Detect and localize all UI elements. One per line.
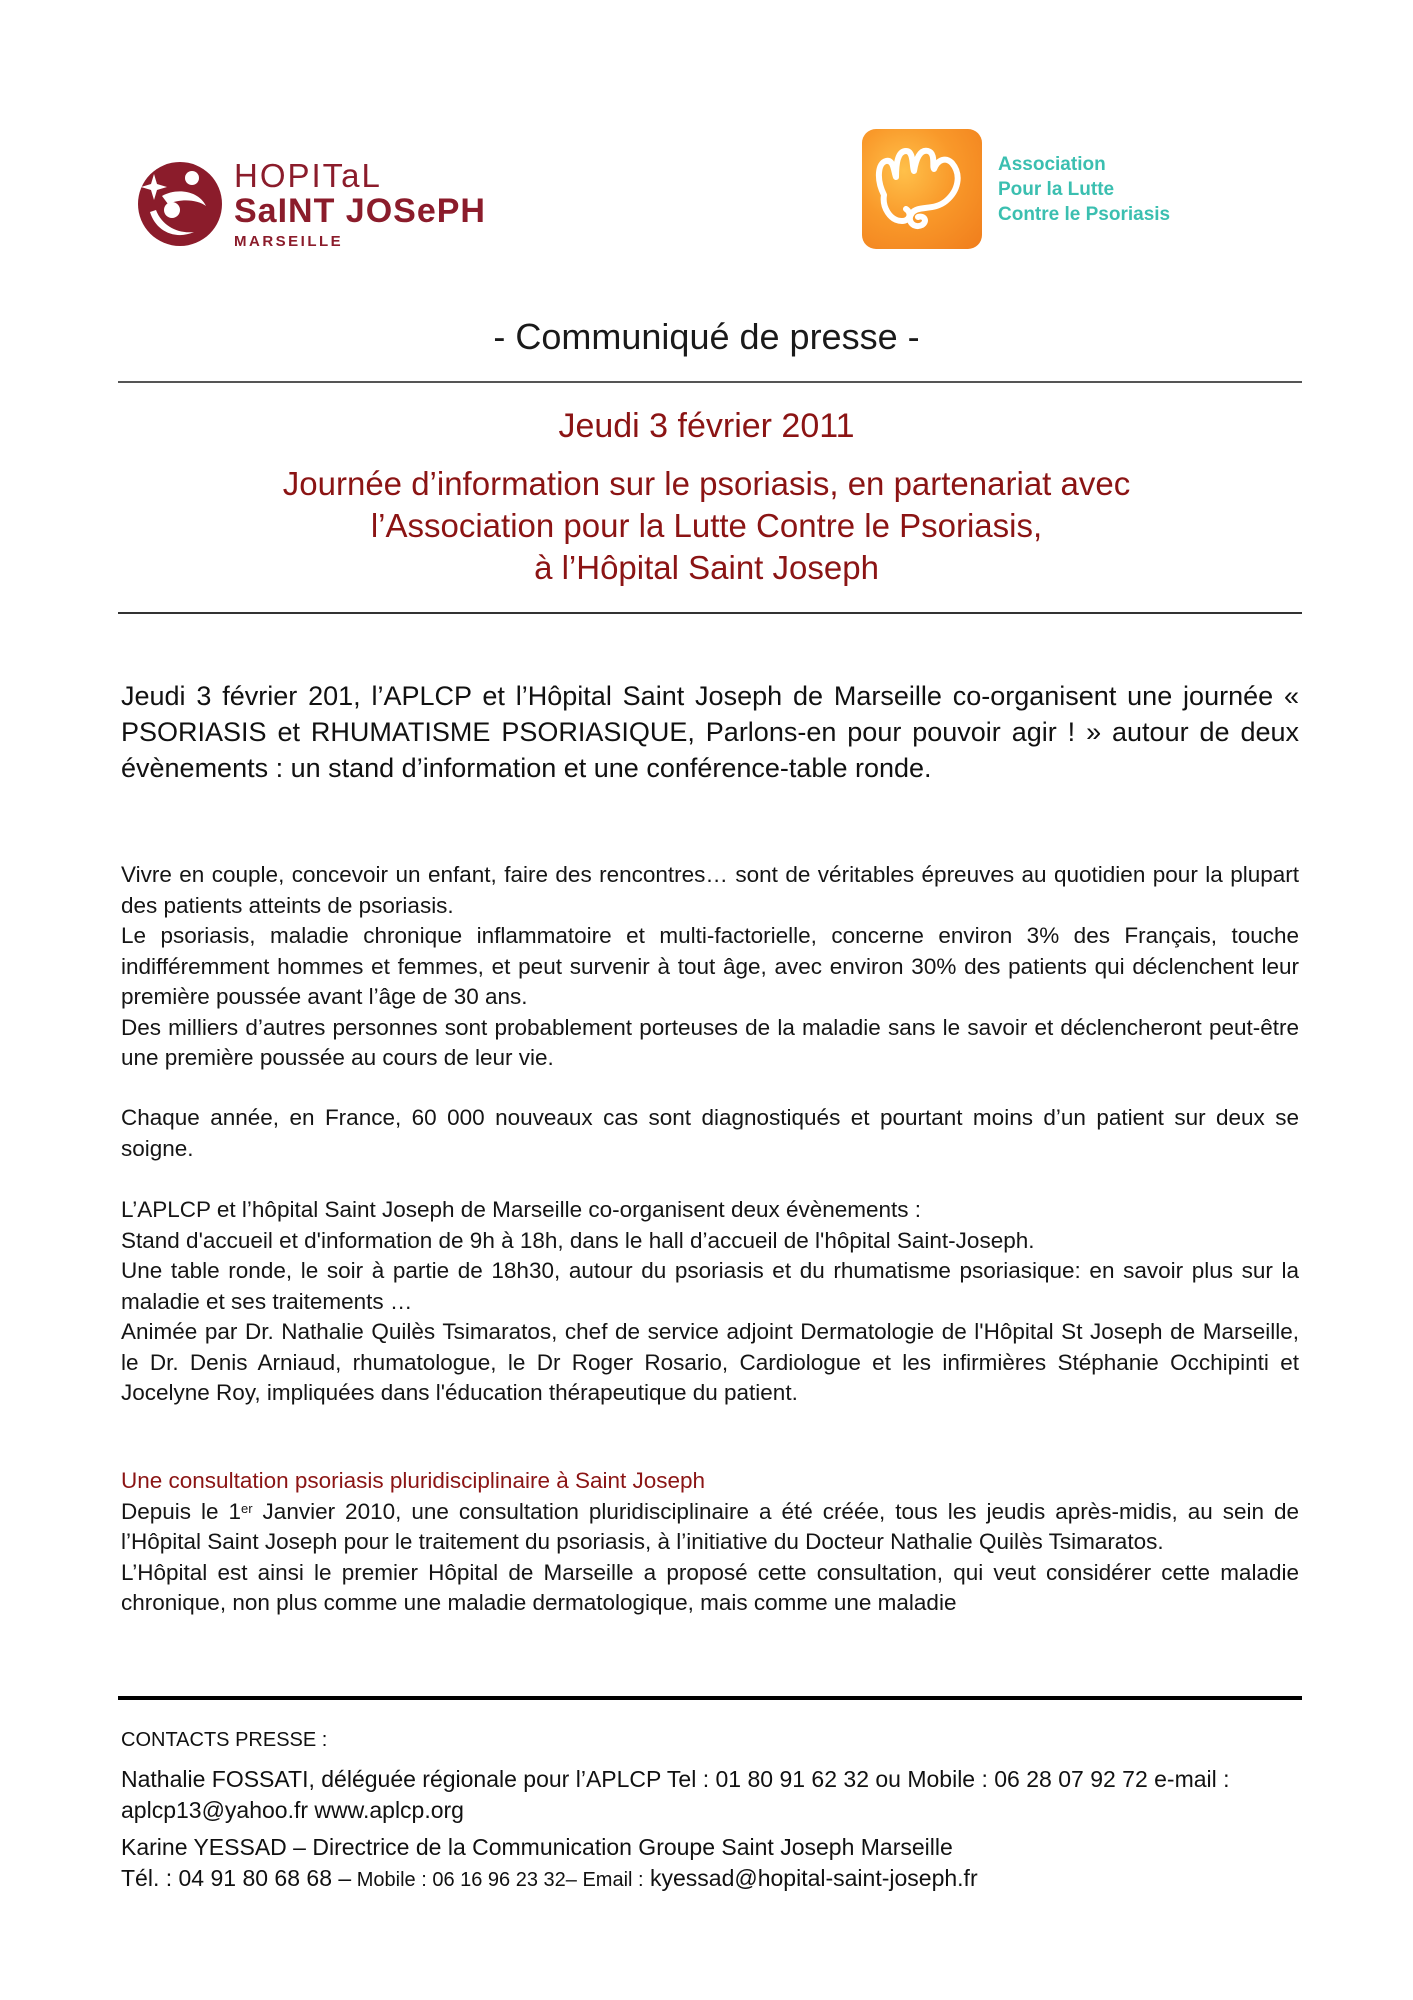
event-title-line: Journée d’information sur le psoriasis, en partenariat avec [282, 465, 1131, 502]
body-paragraph: Stand d'accueil et d'information de 9h à 18h, dans le hall d’accueil de l'hôpital Saint-Joseph. [121, 1227, 1035, 1253]
body-paragraph: Vivre en couple, concevoir un enfant, faire des rencontres… sont de véritables épreuves au quotidien pour la plupart des patients atteints de psoriasis. [121, 862, 1299, 918]
contact-email-label: Email : [576, 1869, 644, 1891]
aplcp-logo-line2: Pour la Lutte [998, 178, 1115, 200]
body-block-events [121, 1195, 1299, 1409]
superscript: er [241, 1500, 253, 1516]
text-run: Janvier 2010, une consultation pluridisciplinaire a été créée, tous les jeudis après-midis, au sein de l’Hôpital Saint Joseph pour le traitement du psoriasis, à l’initiative du Docteur Nathalie Quilès Tsimaratos. [121, 1498, 1299, 1554]
body-paragraph: Animée par Dr. Nathalie Quilès Tsimaratos, chef de service adjoint Dermatologie de l'Hôpital St Joseph de Marseille, le Dr. Denis Arniaud, rhumatologue, le Dr Roger Rosario, Cardiologue et les infirmières Stéphanie Occhipinti et Jocelyne Roy, impliquées dans l'éducation thérapeutique du patient. [121, 1319, 1299, 1405]
contact-aplcp: Nathalie FOSSATI, déléguée régionale pour l’APLCP Tel : 01 80 91 62 32 ou Mobile : 06 28 07 92 72 e-mail : aplcp13@yahoo.fr www.aplcp.org [121, 1766, 1230, 1823]
aplcp-badge [862, 129, 982, 249]
text-run: Depuis le 1 [121, 1498, 242, 1524]
body-paragraph: Le psoriasis, maladie chronique inflammatoire et multi-factorielle, concerne environ 3% des Français, touche indifféremment hommes et femmes, et peut survenir à tout âge, avec environ 30% des patients qui déclenchent leur première poussée avant l’âge de 30 ans. [121, 923, 1299, 1009]
body-paragraph: L’Hôpital est ainsi le premier Hôpital de Marseille a proposé cette consultation, qui veut considérer cette maladie chronique, non plus comme une maladie dermatologique, mais comme une maladie [121, 1559, 1299, 1615]
event-date-heading: Jeudi 3 février 2011 [558, 407, 855, 445]
hand-squiggle-icon [862, 129, 982, 249]
lead-paragraph: Jeudi 3 février 201, l’APLCP et l’Hôpital Saint Joseph de Marseille co-organisent une journée « PSORIASIS et RHUMATISME PSORIASIQUE, Parlons-en pour pouvoir agir ! » autour de deux évènements : un stand d’information et une conférence-table ronde. [121, 681, 1299, 783]
hospital-logo-line2: SaINT JOSePH [234, 192, 486, 230]
body-paragraph: Une table ronde, le soir à partie de 18h30, autour du psoriasis et du rhumatisme psoriasique: en savoir plus sur la maladie et ses traitements … [121, 1258, 1299, 1314]
hospital-emblem-icon [136, 160, 224, 248]
body-block-consultation [121, 1466, 1299, 1619]
hospital-logo-text [234, 159, 486, 249]
divider-contacts [118, 1696, 1302, 1700]
press-release-title: - Communiqué de presse - [493, 316, 920, 357]
body-paragraph: L’APLCP et l’hôpital Saint Joseph de Marseille co-organisent deux évènements : [121, 1197, 922, 1222]
body-paragraph: Des milliers d’autres personnes sont probablement porteuses de la maladie sans le savoir et déclencheront peut-être une première poussée au cours de leur vie. [121, 1014, 1299, 1070]
divider-title [118, 612, 1302, 614]
body-paragraph: Chaque année, en France, 60 000 nouveaux cas sont diagnostiqués et pourtant moins d’un patient sur deux se soigne. [121, 1105, 1299, 1161]
body-block-statistics [121, 1103, 1299, 1164]
event-title-line: à l’Hôpital Saint Joseph [534, 549, 879, 586]
hospital-logo-line1: HOPITaL [234, 157, 382, 194]
body-paragraph [121, 1497, 1299, 1558]
section-heading: Une consultation psoriasis pluridisciplinaire à Saint Joseph [121, 1468, 706, 1493]
body-block-context [121, 860, 1299, 1074]
event-title [0, 463, 1413, 589]
contact-hospital-name: Karine YESSAD – Directrice de la Communication Groupe Saint Joseph Marseille [121, 1834, 953, 1860]
press-contacts [121, 1726, 1299, 1896]
contact-email: kyessad@hopital-saint-joseph.fr [643, 1865, 978, 1891]
aplcp-logo-text [998, 152, 1170, 227]
hopital-saint-joseph-logo [136, 158, 506, 250]
aplcp-logo-line1: Association [998, 153, 1106, 175]
divider-top [118, 381, 1302, 383]
hospital-logo-line3: MARSEILLE [234, 233, 344, 250]
contact-mobile: Mobile : 06 16 96 23 32– [351, 1869, 577, 1891]
aplcp-logo [862, 128, 1202, 250]
aplcp-logo-line3: Contre le Psoriasis [998, 203, 1171, 225]
contact-tel: Tél. : 04 91 80 68 68 – [121, 1865, 352, 1891]
contact-hospital-details [121, 1863, 1299, 1896]
contacts-label: CONTACTS PRESSE : [121, 1729, 328, 1751]
event-title-line: l’Association pour la Lutte Contre le Psoriasis, [370, 507, 1043, 544]
